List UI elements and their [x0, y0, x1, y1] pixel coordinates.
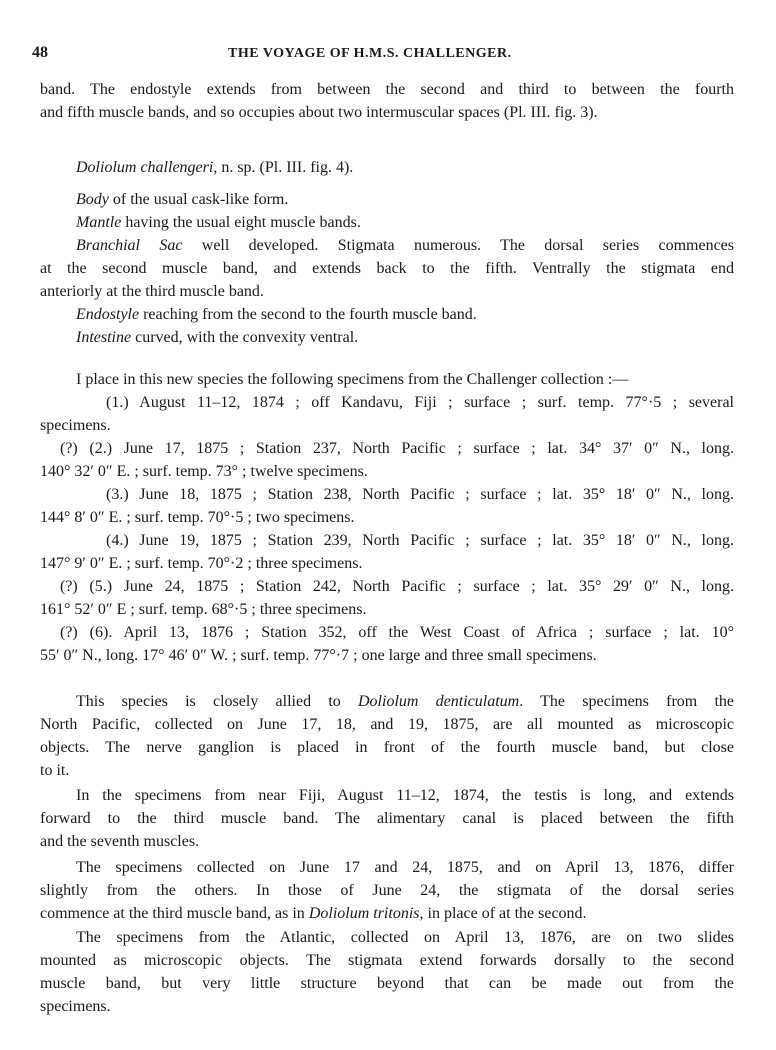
- discussion-paragraph: The specimens collected on June 17 and 24, 1875, and on April 13, 1876, differ slightly from the others. In those of June 24, the stigmata of the dorsal series commence at the third muscle band, as in Doliolum tritonis, in place of at the second.: [40, 859, 734, 922]
- specimen-list: I place in this new species the following specimens from the Challenger collection :— (1.) August 11–12, 1874 ; off Kandavu, Fiji ; surface ; surf. temp. 77°·5 ; several specimens. (?) (2.) June 17, 1875 ; Station 237, North Pacific ; surface ; lat. 34° 37′ 0″ N., long. 140° 32′ 0″ E. ; surf. temp. 73° ; twelve specimens. (3.) June 18, 1875 ; Station 238, North Pacific ; surface ; lat. 35° 18′ 0″ N., long. 144° 8′ 0″ E. ; surf. temp. 70°·5 ; two specimens. (4.) June 19, 1875 ; Station 239, North Pacific ; surface ; lat. 35° 18′ 0″ N., long. 147° 9′ 0″ E. ; surf. temp. 70°·2 ; three specimens. (?) (5.) June 24, 1875 ; Station 242, North Pacific ; surface ; lat. 35° 29′ 0″ N., long. 161° 52′ 0″ E ; surf. temp. 68°·5 ; three specimens. (?) (6). April 13, 1876 ; Station 352, off the West Coast of Africa ; surface ; lat. 10° 55′ 0″ N., long. 17° 46′ 0″ W. ; surf. temp. 77°·7 ; one large and three small specimens.: [40, 368, 734, 667]
- text-line: band. The endostyle extends from between the second and third to between the fourth: [40, 81, 734, 98]
- discussion-paragraph: The specimens from the Atlantic, collected on April 13, 1876, are on two slides mounted as microscopic objects. The stigmata extend forwards dorsally to the second muscle band, but very little structure beyond that can be made out from the specimens.: [40, 929, 734, 1015]
- species-description: Body of the usual cask-like form. Mantle having the usual eight muscle bands. Branchial Sac well developed. Stigmata numerous. The dorsal series commences at the second muscle band, and extends back to the fifth. Ventrally the stigmata end anteriorly at the third muscle band. Endostyle reaching from the second to the fourth muscle band. Intestine curved, with the convexity ventral.: [40, 191, 735, 346]
- specimen-entry: (3.) June 18, 1875 ; Station 238, North Pacific ; surface ; lat. 35° 18′ 0″ N., long.: [106, 486, 734, 503]
- term-mantle: Mantle: [76, 214, 122, 231]
- specimen-intro: I place in this new species the following specimens from the Challenger collection :—: [76, 371, 629, 388]
- running-title: THE VOYAGE OF H.M.S. CHALLENGER.: [228, 46, 512, 61]
- discussion-paragraph: In the specimens from near Fiji, August 11–12, 1874, the testis is long, and extends forward to the third muscle band. The alimentary canal is placed between the fifth and the seventh muscles.: [40, 787, 734, 850]
- term-endostyle: Endostyle: [76, 306, 140, 323]
- species-heading: [76, 156, 734, 179]
- species-suffix: , n. sp. (Pl. III. fig. 4).: [213, 159, 354, 176]
- term-branchial-sac: Branchial Sac: [76, 237, 183, 254]
- specimen-entry: (?) (2.) June 17, 1875 ; Station 237, North Pacific ; surface ; lat. 34° 37′ 0″ N., long.: [60, 440, 734, 457]
- specimen-entry: (?) (5.) June 24, 1875 ; Station 242, North Pacific ; surface ; lat. 35° 29′ 0″ N., long.: [60, 578, 734, 595]
- discussion-paragraph: This species is closely allied to Doliolum denticulatum. The specimens from the North Pacific, collected on June 17, 18, and 19, 1875, are all mounted as microscopic objects. The nerve ganglion is placed in front of the fourth muscle band, but close to it.: [40, 693, 735, 779]
- species-reference: Doliolum tritonis: [308, 905, 420, 922]
- specimen-entry: (?) (6). April 13, 1876 ; Station 352, off the West Coast of Africa ; surface ; lat. 10°: [60, 624, 734, 641]
- page-number: 48: [32, 44, 48, 61]
- text-line: and fifth muscle bands, and so occupies about two intermuscular spaces (Pl. III. fig. 3).: [40, 104, 598, 121]
- term-body: Body: [76, 191, 109, 208]
- intro-paragraph: [40, 78, 734, 124]
- specimen-entry: (4.) June 19, 1875 ; Station 239, North Pacific ; surface ; lat. 35° 18′ 0″ N., long.: [106, 532, 734, 549]
- species-reference: Doliolum denticulatum: [358, 693, 520, 710]
- specimen-entry: (1.) August 11–12, 1874 ; off Kandavu, Fiji ; surface ; surf. temp. 77°·5 ; several: [106, 394, 734, 411]
- species-name: Doliolum challengeri: [76, 159, 214, 176]
- term-intestine: Intestine: [76, 329, 132, 346]
